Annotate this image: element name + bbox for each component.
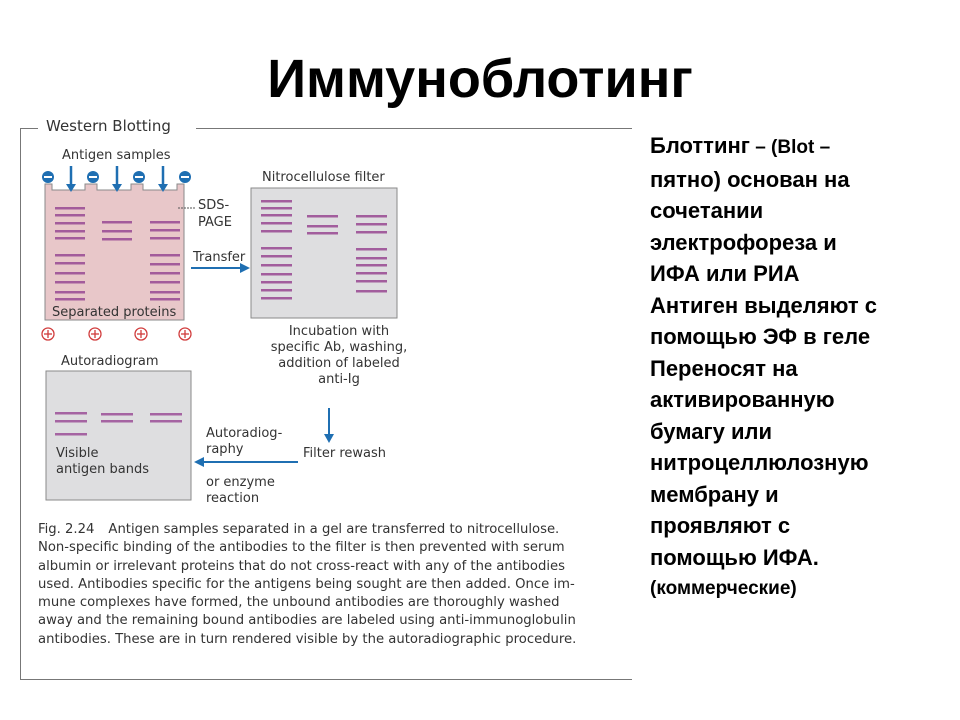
caption-line <box>38 521 622 539</box>
autoradiography-label <box>206 426 282 458</box>
incubation-line: addition of labeled <box>278 356 400 371</box>
caption-line: Non-specific binding of the antibodies to the filter is then prevented with serum <box>38 540 565 556</box>
autoradiogram-label: Autoradiogram <box>61 354 159 369</box>
protein-band <box>55 433 87 436</box>
caption-line: mune complexes have formed, the unbound antibodies are thoroughly washed <box>38 595 560 611</box>
protein-band <box>261 247 292 250</box>
autoradiography-arrowhead <box>194 457 204 467</box>
minus-icon-bar <box>89 176 97 178</box>
protein-band <box>102 230 132 233</box>
protein-band <box>307 232 338 235</box>
autoradiography-arrow <box>194 457 298 467</box>
protein-band <box>55 237 85 240</box>
autoradiography-line: Autoradiog- <box>206 426 283 441</box>
text-line: бумагу или <box>650 418 772 444</box>
term-blotting: Блоттинг <box>650 133 750 158</box>
antigen-samples-label: Antigen samples <box>62 148 171 163</box>
protein-band <box>150 298 180 301</box>
caption-text: Antigen samples separated in a gel are transferred to nitrocellulose. <box>108 522 560 537</box>
page-label: PAGE <box>198 215 232 230</box>
nitrocellulose-panel <box>251 188 397 318</box>
caption-line: antibodies. These are in turn rendered visible by the autoradiographic procedure. <box>38 631 577 647</box>
protein-band <box>261 273 292 276</box>
protein-band <box>55 420 87 423</box>
protein-band <box>150 237 180 240</box>
visible-bands-line: antigen bands <box>56 462 150 477</box>
enzyme-line: reaction <box>206 491 260 506</box>
protein-band <box>55 412 87 415</box>
minus-icon-bar <box>181 176 189 178</box>
protein-band <box>307 225 338 228</box>
filter-rewash-label: Filter rewash <box>303 446 386 461</box>
protein-band <box>102 238 132 241</box>
sample-arrows <box>66 166 168 192</box>
text-line: (коммерческие) <box>650 578 797 599</box>
protein-band <box>55 291 85 294</box>
text-line: мембрану и <box>650 481 779 507</box>
text-line: нитроцеллюлозную <box>650 450 869 475</box>
protein-band <box>55 207 85 210</box>
protein-band <box>55 298 85 301</box>
protein-band <box>55 254 85 257</box>
protein-band <box>261 264 292 267</box>
protein-band <box>356 280 387 283</box>
separated-proteins-label: Separated proteins <box>52 305 177 320</box>
caption-line: albumin or irrelevant proteins that do not cross-react with any of the antibodies <box>38 558 565 574</box>
caption-number: Fig. 2.24 <box>38 522 95 537</box>
protein-band <box>261 297 292 300</box>
protein-band <box>55 230 85 233</box>
text-line: Переносят на <box>650 355 798 381</box>
slide-title: Иммуноблотинг <box>267 49 693 109</box>
rewash-arrow <box>324 408 334 443</box>
protein-band <box>356 257 387 260</box>
figure-frame-title: Western Blotting <box>46 117 171 135</box>
text-line: активированную <box>650 387 835 412</box>
protein-band <box>55 222 85 225</box>
protein-band <box>102 221 132 224</box>
caption-line: away and the remaining bound antibodies are labeled using anti-immunoglobulin <box>38 613 576 629</box>
incubation-line: specific Ab, washing, <box>270 340 408 355</box>
protein-band <box>356 231 387 234</box>
protein-band <box>150 291 180 294</box>
text-line <box>650 130 940 164</box>
text-line: пятно) основан на <box>650 166 850 192</box>
protein-band <box>150 272 180 275</box>
incubation-line: anti-Ig <box>318 372 360 387</box>
protein-band <box>150 413 182 416</box>
protein-band <box>356 272 387 275</box>
protein-band <box>150 263 180 266</box>
term-etymology: – (Blot – <box>749 137 831 158</box>
protein-band <box>150 420 182 423</box>
caption-line: used. Antibodies specific for the antigens being sought are then added. Once im- <box>38 576 575 592</box>
description-text <box>650 130 940 605</box>
protein-band <box>150 254 180 257</box>
protein-band <box>55 272 85 275</box>
figure-caption <box>38 521 622 649</box>
protein-band <box>307 215 338 218</box>
protein-band <box>356 248 387 251</box>
text-line: электрофореза и <box>650 229 837 255</box>
protein-band <box>150 229 180 232</box>
protein-band <box>150 281 180 284</box>
protein-band <box>261 214 292 217</box>
enzyme-label <box>206 475 275 507</box>
minus-icon-bar <box>135 176 143 178</box>
protein-band <box>261 289 292 292</box>
plus-electrodes <box>42 328 191 340</box>
protein-band <box>101 420 133 423</box>
protein-band <box>356 264 387 267</box>
protein-band <box>356 290 387 293</box>
protein-band <box>261 281 292 284</box>
visible-bands-line: Visible <box>56 446 99 461</box>
protein-band <box>55 281 85 284</box>
transfer-label: Transfer <box>193 250 246 265</box>
protein-band <box>356 223 387 226</box>
rewash-arrowhead <box>324 434 334 443</box>
protein-band <box>261 200 292 203</box>
protein-band <box>261 255 292 258</box>
protein-band <box>150 221 180 224</box>
protein-band <box>101 413 133 416</box>
sds-label: SDS- <box>198 198 230 213</box>
nitrocellulose-filter-label: Nitrocellulose filter <box>262 170 385 185</box>
protein-band <box>55 262 85 265</box>
minus-icon-bar <box>44 176 52 178</box>
protein-band <box>261 222 292 225</box>
protein-band <box>356 215 387 218</box>
gel-panel <box>45 184 184 320</box>
text-line: проявляют с <box>650 513 791 538</box>
text-line: помощью ЭФ в геле <box>650 324 871 349</box>
autoradiogram-panel <box>46 371 191 500</box>
text-line: помощью ИФА. <box>650 544 819 570</box>
enzyme-line: or enzyme <box>206 475 275 490</box>
protein-band <box>261 230 292 233</box>
incubation-label <box>264 324 414 388</box>
autoradiography-line: raphy <box>206 442 244 457</box>
visible-bands-label <box>56 446 149 478</box>
text-line: сочетании <box>650 198 764 223</box>
text-line: Антиген выделяют с <box>650 292 877 318</box>
protein-band <box>261 207 292 210</box>
incubation-line: Incubation with <box>288 324 390 339</box>
text-line: ИФА или РИА <box>650 261 800 286</box>
protein-band <box>55 214 85 217</box>
